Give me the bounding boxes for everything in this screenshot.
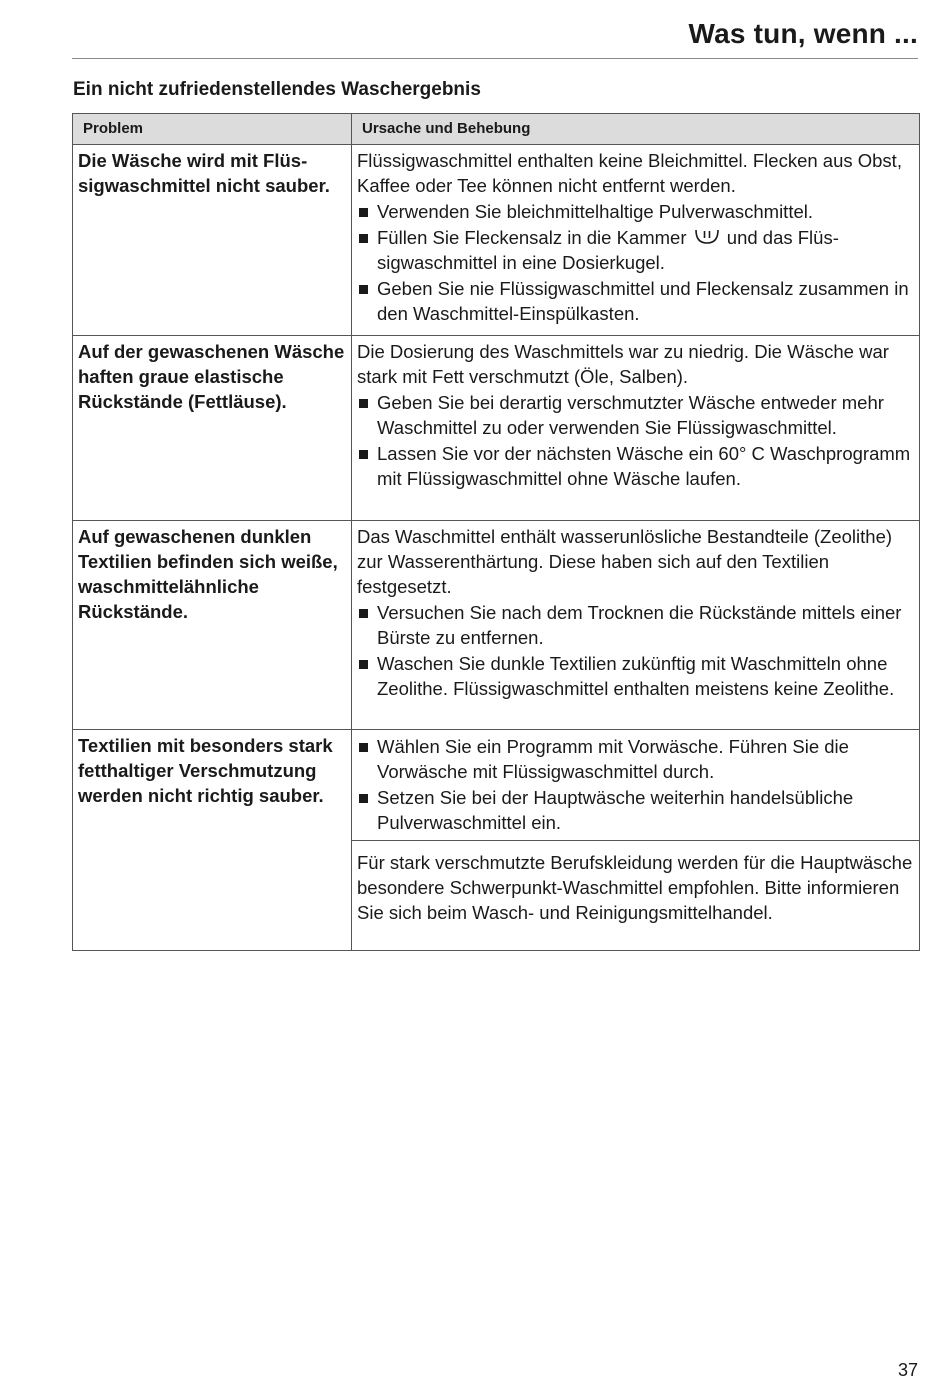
cause-cell (352, 336, 920, 521)
remedy-text: Versuchen Sie nach dem Trocknen die Rückstände mittels einer Bürste zu entfernen. (377, 602, 902, 648)
list-item (357, 785, 914, 835)
problem-cell: Die Wäsche wird mit Flüssigwaschmittel nicht sauber. (73, 145, 352, 336)
remedy-list (357, 734, 914, 835)
cause-cell (352, 145, 920, 336)
list-item (357, 734, 914, 784)
problem-cell: Textilien mit besonders stark fetthaltiger Verschmutzung werden nicht richtig sauber. (73, 730, 352, 951)
bullet-icon (359, 450, 368, 459)
cause-text: Die Dosierung des Waschmittels war zu niedrig. Die Wäsche war stark mit Fett verschmutzt (Öle, Salben). (357, 341, 889, 387)
list-item (357, 651, 914, 701)
cause-cell (352, 521, 920, 730)
table-row (73, 336, 920, 521)
bullet-icon (359, 609, 368, 618)
bullet-icon (359, 660, 368, 669)
remedy-text: Lassen Sie vor der nächsten Wäsche ein 60° C Waschprogramm mit Flüssigwaschmittel ohne Wäsche laufen. (377, 443, 911, 489)
remedy-list (357, 600, 914, 701)
list-item (357, 199, 914, 224)
bullet-icon (359, 399, 368, 408)
problem-cell: Auf der gewaschenen Wäsche haften graue elastische Rückstände (Fettläuse). (73, 336, 352, 521)
note-text: Für stark verschmutzte Berufskleidung werden für die Hauptwäsche besondere Schwerpunkt-Waschmittel empfohlen. Bitte informieren Sie sich beim Wasch- und Reinigungsmittelhandel. (357, 852, 913, 923)
table-row (73, 145, 920, 336)
bullet-icon (359, 743, 368, 752)
bullet-icon (359, 794, 368, 803)
column-header-cause: Ursache und Behebung (352, 114, 920, 145)
cause-text: Flüssigwaschmittel enthalten keine Bleichmittel. Flecken aus Obst, Kaffee oder Tee können nicht entfernt werden. (357, 150, 902, 196)
problem-cell: Auf gewaschenen dunklen Textilien befinden sich weiße, waschmittelähnliche Rückstände. (73, 521, 352, 730)
troubleshooting-table (72, 113, 920, 951)
cause-cell (352, 730, 920, 841)
remedy-text: Waschen Sie dunkle Textilien zukünftig mit Waschmitteln ohne Zeolithe. Flüssigwaschmittel enthalten meistens keine Zeolithe. (377, 653, 895, 699)
list-item (357, 390, 914, 440)
cause-text: Das Waschmittel enthält wasserunlösliche Bestandteile (Zeolithe) zur Wasserenthärtung. Diese haben sich auf den Textilien festgesetzt. (357, 526, 893, 597)
section-heading: Ein nicht zufriedenstellendes Waschergebnis (73, 79, 481, 100)
remedy-text: Füllen Sie Fleckensalz in die Kammer (377, 227, 687, 248)
page-number: 37 (897, 1360, 918, 1380)
table-header-row (73, 114, 920, 145)
header-divider (72, 58, 918, 59)
list-item (357, 225, 914, 275)
remedy-text: Wählen Sie ein Programm mit Vorwäsche. Führen Sie die Vorwäsche mit Flüssigwaschmittel durch. (377, 736, 849, 782)
bullet-icon (359, 285, 368, 294)
prewash-compartment-icon (694, 228, 720, 246)
note-cell (352, 841, 920, 951)
table-row (73, 521, 920, 730)
list-item (357, 276, 914, 326)
bullet-icon (359, 234, 368, 243)
remedy-text-continued: und das Flüssigwaschmittel in eine Dosierkugel. (377, 227, 839, 273)
list-item (357, 441, 914, 491)
column-header-problem: Problem (73, 114, 352, 145)
remedy-list (357, 199, 914, 326)
remedy-list (357, 390, 914, 491)
table-row (73, 730, 920, 841)
list-item (357, 600, 914, 650)
remedy-text: Geben Sie bei derartig verschmutzter Wäsche entweder mehr Waschmittel zu oder verwenden Sie Flüssigwaschmittel. (377, 392, 884, 438)
remedy-text: Verwenden Sie bleichmittelhaltige Pulverwaschmittel. (377, 201, 813, 222)
remedy-text: Setzen Sie bei der Hauptwäsche weiterhin handelsübliche Pulverwaschmittel ein. (377, 787, 854, 833)
remedy-text: Geben Sie nie Flüssigwaschmittel und Fleckensalz zusammen in den Waschmittel-Einspülkasten. (377, 278, 909, 324)
bullet-icon (359, 208, 368, 217)
page-title: Was tun, wenn ... (688, 18, 918, 49)
